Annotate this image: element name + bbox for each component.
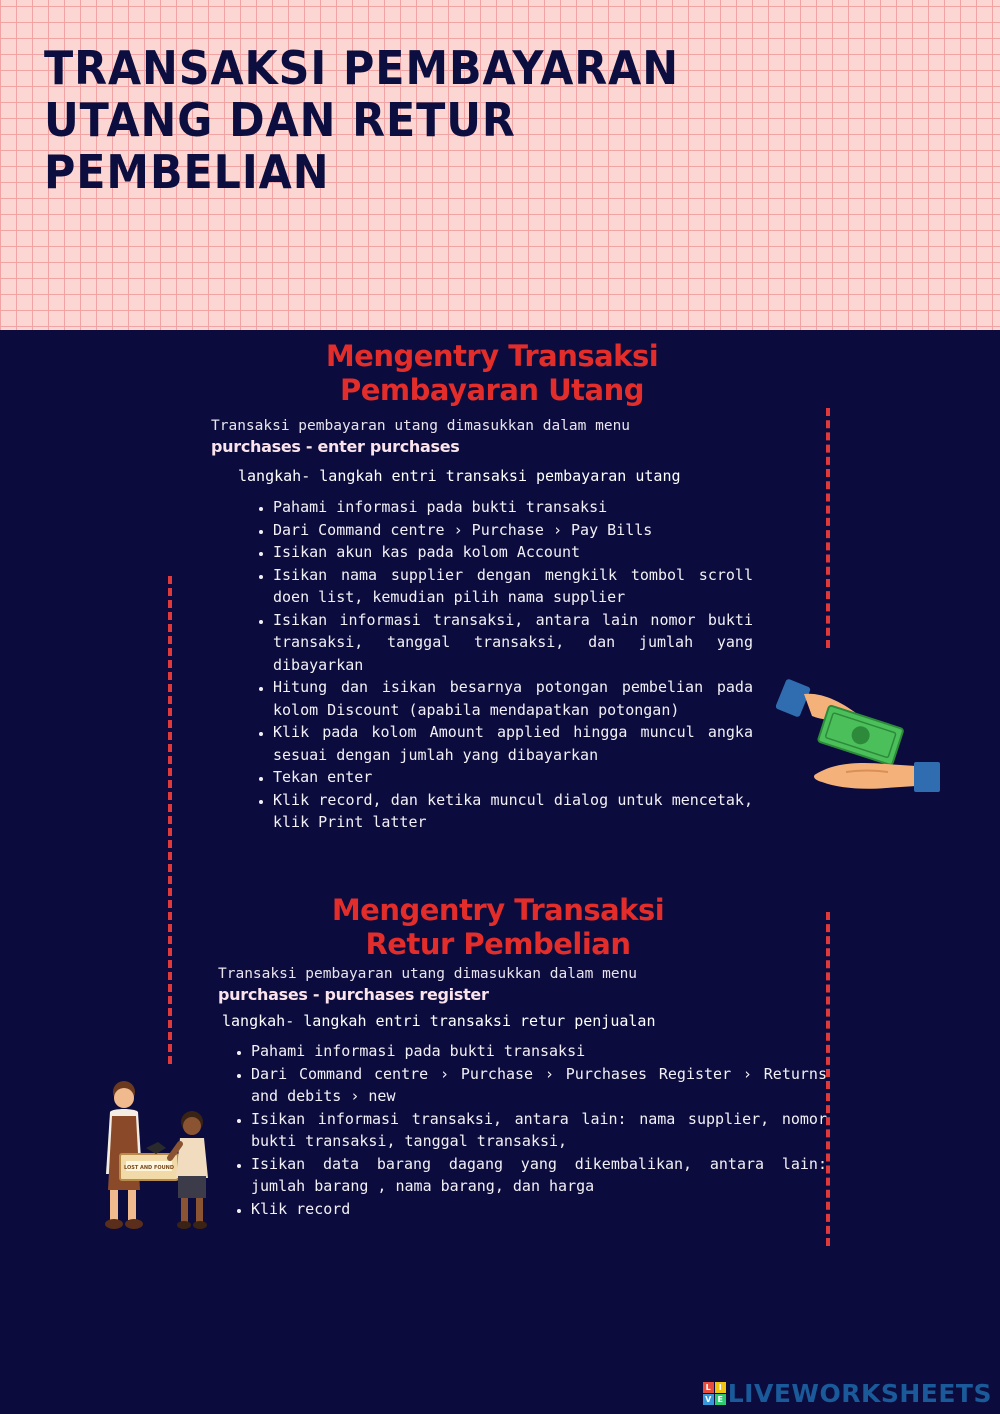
section1-title: Mengentry Transaksi Pembayaran Utang (325, 339, 659, 407)
logo-letter: L (703, 1382, 714, 1393)
list-item: • Klik record (251, 1198, 827, 1221)
section1-intro: Transaksi pembayaran utang dimasukkan dalam menu (211, 418, 631, 434)
section1-steps-list (253, 496, 753, 834)
list-item: • Dari Command centre › Purchase › Pay Bills (273, 519, 753, 542)
section2-title: Mengentry Transaksi Retur Pembelian (331, 893, 665, 961)
section1-steps-title: langkah- langkah entri transaksi pembayaran utang (238, 467, 681, 485)
section2-intro: Transaksi pembayaran utang dimasukkan dalam menu (218, 966, 638, 982)
section2-steps-title: langkah- langkah entri transaksi retur penjualan (222, 1012, 656, 1030)
money-handover-icon (776, 676, 946, 800)
list-item: • Hitung dan isikan besarnya potongan pembelian pada kolom Discount (apabila mendapatkan potongan) (273, 676, 753, 721)
list-item: • Klik record, dan ketika muncul dialog untuk mencetak, klik Print latter (273, 789, 753, 834)
list-item: • Isikan data barang dagang yang dikembalikan, antara lain: jumlah barang , nama barang, dan harga (251, 1153, 827, 1198)
logo-letter: V (703, 1394, 714, 1405)
liveworksheets-brand (703, 1379, 992, 1408)
list-item: • Isikan informasi transaksi, antara lain nomor bukti transaksi, tanggal transaksi, dan jumlah yang dibayarkan (273, 609, 753, 677)
lost-and-found-illustration (96, 1078, 228, 1232)
brand-name: LIVEWORKSHEETS (727, 1379, 992, 1408)
list-item: • Isikan informasi transaksi, antara lain: nama supplier, nomor bukti transaksi, tanggal transaksi, (251, 1108, 827, 1153)
list-item: • Pahami informasi pada bukti transaksi (273, 496, 753, 519)
list-item: • Klik pada kolom Amount applied hingga muncul angka sesuai dengan jumlah yang dibayarkan (273, 721, 753, 766)
logo-letter: E (715, 1394, 726, 1405)
list-item: • Dari Command centre › Purchase › Purchases Register › Returns and debits › new (251, 1063, 827, 1108)
box-label: LOST AND FOUND (123, 1165, 175, 1171)
list-item: • Tekan enter (273, 766, 753, 789)
section2-steps-list (231, 1040, 827, 1220)
list-item: • Pahami informasi pada bukti transaksi (251, 1040, 827, 1063)
dashed-line-right-top (826, 408, 830, 648)
liveworksheets-logo-icon (703, 1382, 726, 1405)
dashed-line-left (168, 576, 172, 1064)
header-banner (0, 0, 1000, 330)
logo-letter: I (715, 1382, 726, 1393)
section1-menu-path: purchases - enter purchases (211, 437, 460, 456)
page-title: TRANSAKSI PEMBAYARAN UTANG DAN RETUR PEMBELIAN (44, 41, 679, 199)
list-item: • Isikan nama supplier dengan mengkilk tombol scroll doen list, kemudian pilih nama supplier (273, 564, 753, 609)
section2-menu-path: purchases - purchases register (218, 985, 489, 1004)
list-item: • Isikan akun kas pada kolom Account (273, 541, 753, 564)
